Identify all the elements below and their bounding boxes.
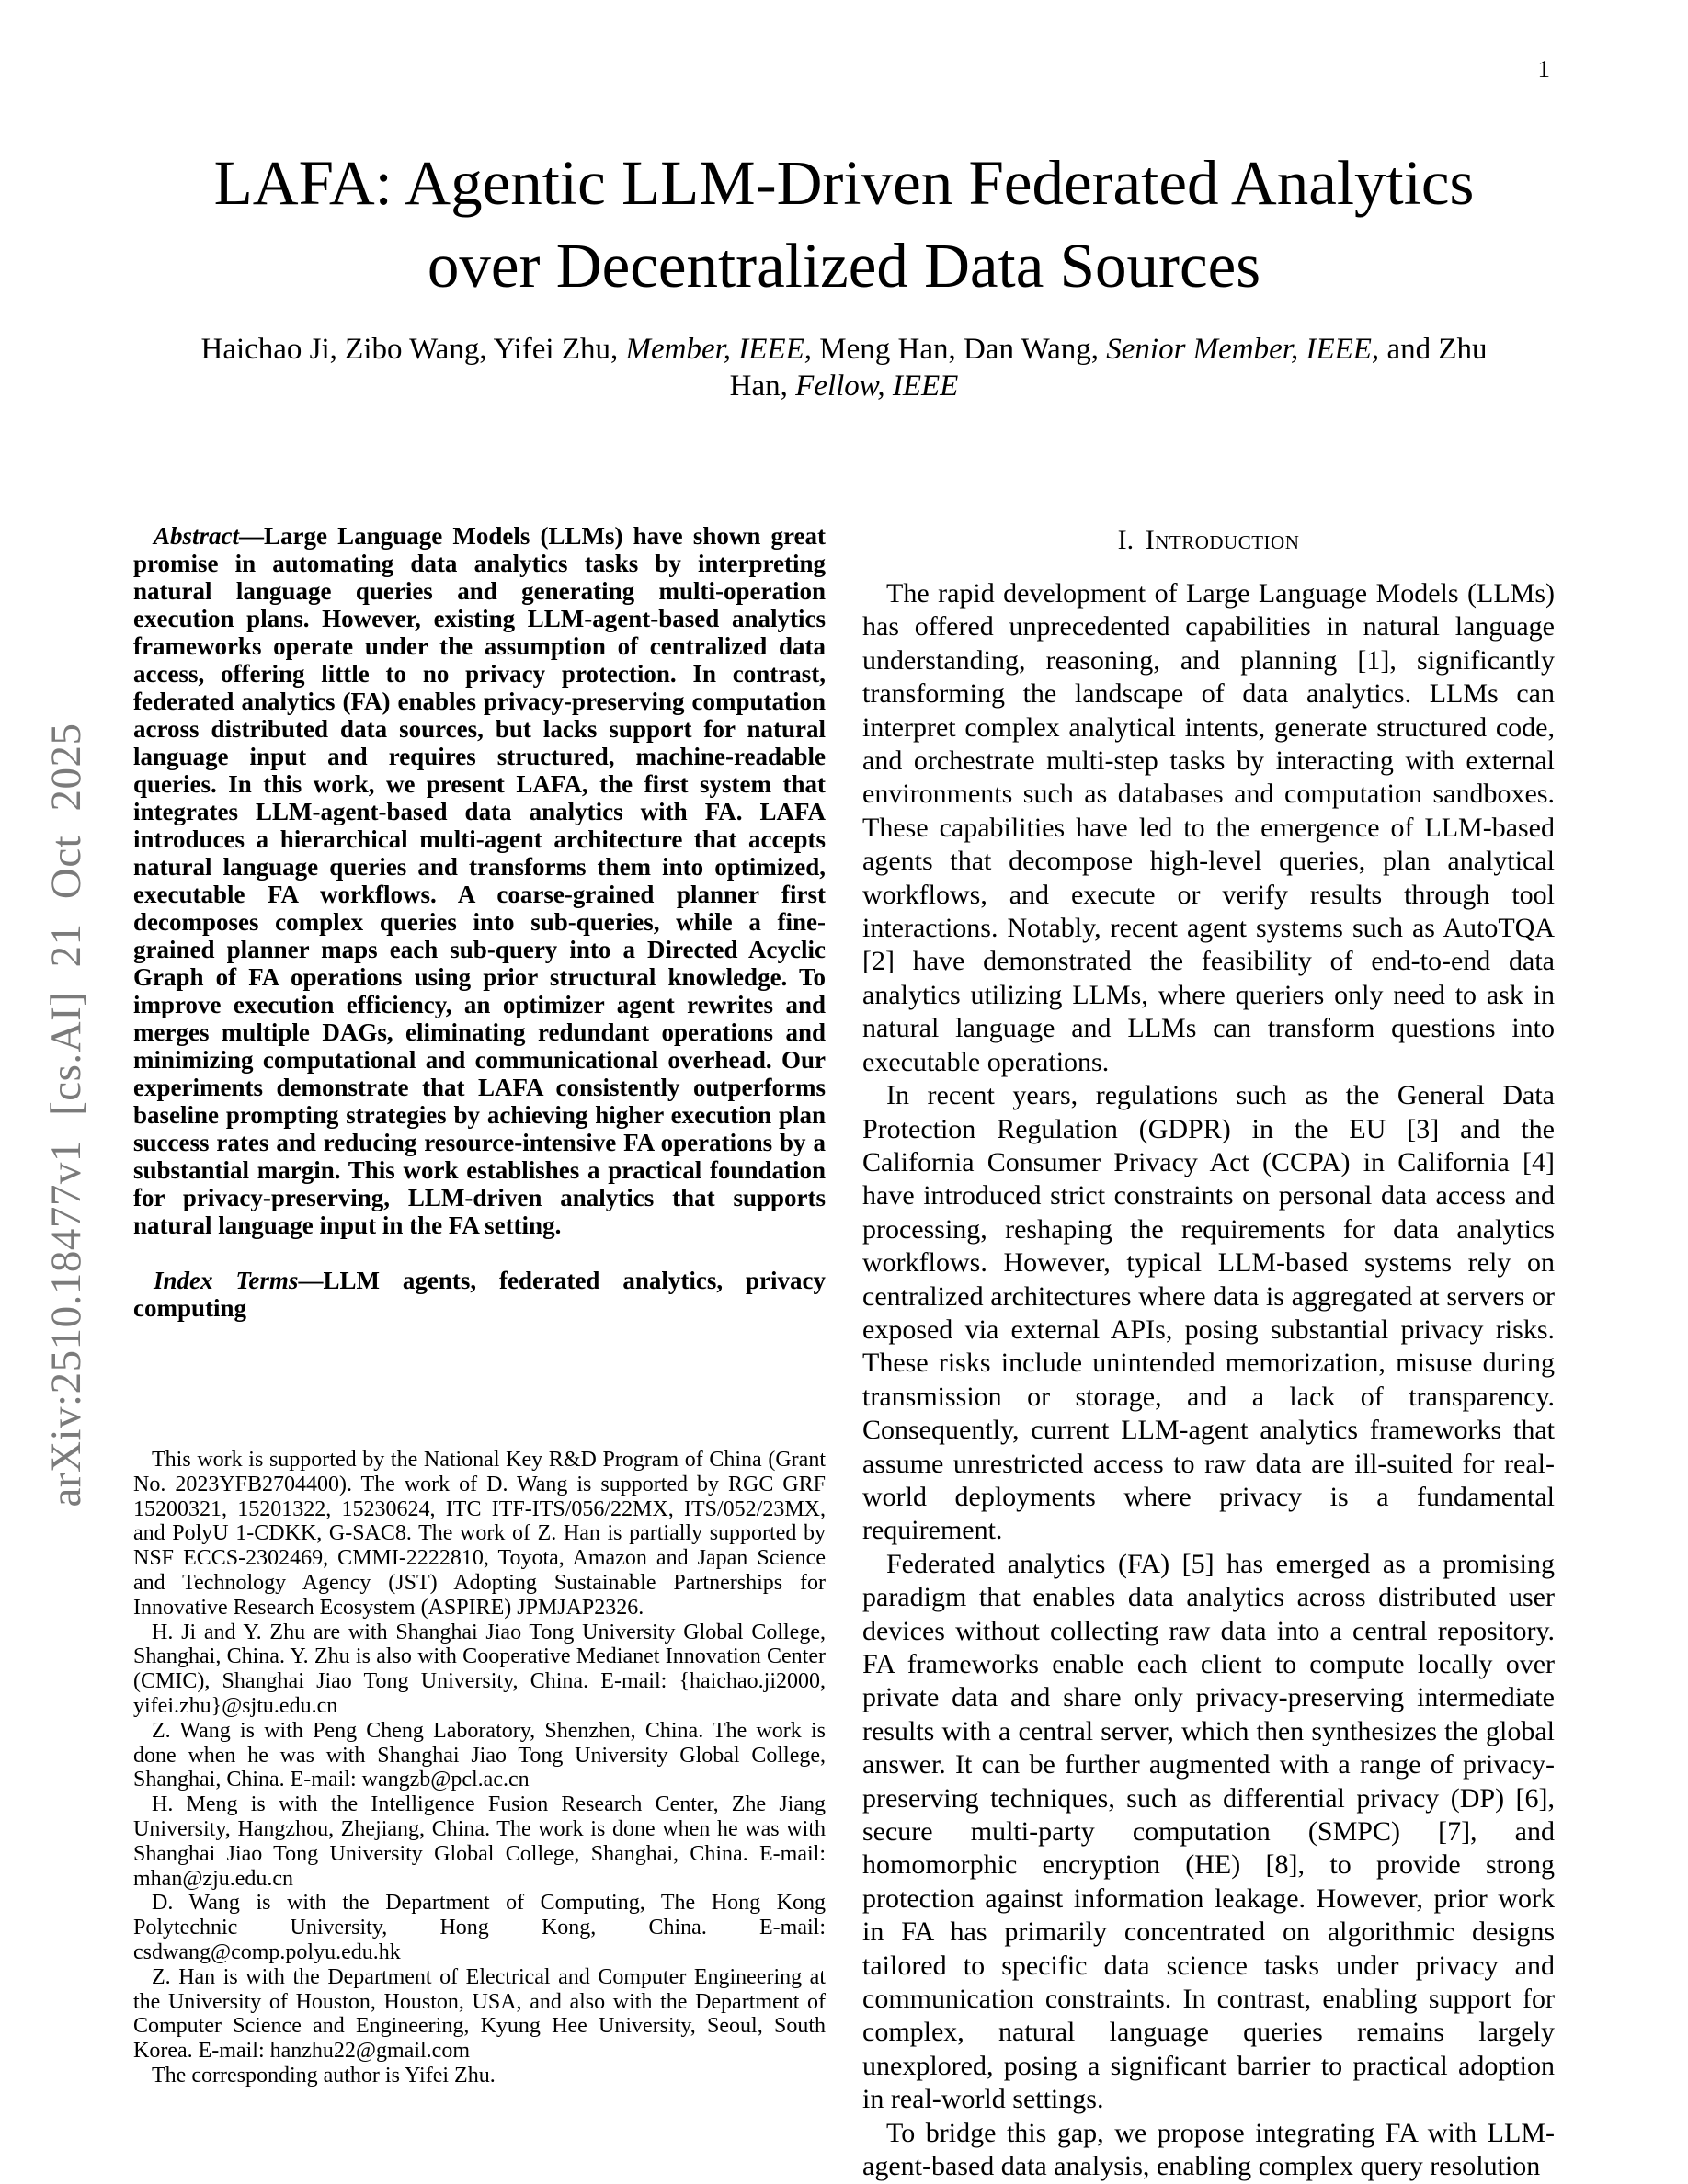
author-names-2: Meng Han, Dan Wang,: [812, 333, 1107, 366]
footnotes-section: [133, 1448, 826, 2088]
ieee-membership-3: Fellow, IEEE: [795, 370, 959, 403]
paper-title-line-2: over Decentralized Data Sources: [427, 231, 1261, 301]
footnote-affiliation-wang-z: Z. Wang is with Peng Cheng Laboratory, Shenzhen, China. The work is done when he was with Shanghai Jiao Tong University Global College, Shanghai, China. E-mail: wangzb@pcl.ac.cn: [133, 1718, 826, 1792]
author-line: [133, 331, 1555, 404]
section-number: I.: [1117, 525, 1135, 555]
abstract-text: —Large Language Models (LLMs) have shown great promise in automating data analytics tasks by interpreting natural language queries and generating multi-operation execution plans. However, existing LLM-agent-based analytics frameworks operate under the assumption of centralized data access, offering little to no privacy protection. In contrast, federated analytics (FA) enables privacy-preserving computation across distributed data sources, but lacks support for natural language input and requires structured, machine-readable queries. In this work, we present LAFA, the first system that integrates LLM-agent-based data analytics with FA. LAFA introduces a hierarchical multi-agent architecture that accepts natural language queries and transforms them into optimized, executable FA workflows. A coarse-grained planner first decomposes complex queries into sub-queries, while a fine-grained planner maps each sub-query into a Directed Acyclic Graph of FA operations using prior structural knowledge. To improve execution efficiency, an optimizer agent rewrites and merges multiple DAGs, eliminating redundant operations and minimizing computational and communicational overhead. Our experiments demonstrate that LAFA consistently outperforms baseline prompting strategies by achieving higher execution plan success rates and reducing resource-intensive FA operations by a substantial margin. This work establishes a practical foundation for privacy-preserving, LLM-driven analytics that supports natural language input in the FA setting.: [133, 522, 826, 1239]
abstract-label: Abstract: [154, 522, 240, 550]
section-title: Introduction: [1145, 525, 1300, 555]
intro-paragraph-3: Federated analytics (FA) [5] has emerged as a promising paradigm that enables data analytics across distributed user devices without collecting raw data into a central repository. FA frameworks enable each client to compute locally over private data and share only privacy-preserving intermediate results with a central server, which then synthesizes the global answer. It can be further augmented with a range of privacy-preserving techniques, such as differential privacy (DP) [6], secure multi-party computation (SMPC) [7], and homomorphic encryption (HE) [8], to provide strong protection against information leakage. However, prior work in FA has primarily concentrated on algorithmic designs tailored to specific data science tasks under privacy and communication constraints. In contrast, enabling support for complex, natural language queries remains largely unexplored, posing a significant barrier to practical adoption in real-world settings.: [862, 1548, 1555, 2115]
author-names-1: Haichao Ji, Zibo Wang, Yifei Zhu,: [200, 333, 626, 366]
ieee-membership-1: Member, IEEE,: [625, 333, 812, 366]
section-heading-introduction: [862, 524, 1555, 557]
intro-paragraph-4: To bridge this gap, we propose integrating FA with LLM-agent-based data analysis, enabling complex query resolution: [862, 2117, 1555, 2182]
intro-paragraph-2: In recent years, regulations such as the General Data Protection Regulation (GDPR) in the EU [3] and the California Consumer Privacy Act (CCPA) in California [4] have introduced strict constraints on personal data access and processing, reshaping the requirements for data analytics workflows. However, typical LLM-based systems rely on centralized architectures where data is aggregated at servers or exposed via external APIs, posing substantial privacy risks. These risks include unintended memorization, misuse during transmission or storage, and a lack of transparency. Consequently, current LLM-agent analytics frameworks that assume unrestricted access to raw data are ill-suited for real-world deployments where privacy is a fundamental requirement.: [862, 1080, 1555, 1546]
left-column: [133, 522, 826, 2184]
index-terms-text: —LLM agents, federated analytics, privacy computing: [133, 1267, 826, 1322]
author-names-3: and Zhu: [1379, 333, 1488, 366]
intro-paragraph-1: The rapid development of Large Language Models (LLMs) has offered unprecedented capabilities in natural language understanding, reasoning, and planning [1], significantly transforming the landscape of data analytics. LLMs can interpret complex analytical intents, generate structured code, and orchestrate multi-step tasks by interacting with external environments such as databases and computation sandboxes. These capabilities have led to the emergence of LLM-based agents that decompose high-level queries, plan analytical workflows, and execute or verify results through tool interactions. Notably, recent agent systems such as AutoTQA [2] have demonstrated the feasibility of end-to-end data analytics utilizing LLMs, where queriers only need to ask in natural language and LLMs can transform questions into executable operations.: [862, 578, 1555, 1077]
paper-title-line-1: LAFA: Agentic LLM-Driven Federated Analytics: [213, 148, 1475, 218]
index-terms-section: [133, 1267, 826, 1322]
author-line-1: [133, 331, 1555, 368]
page-content: [133, 0, 1555, 2184]
page-number: 1: [1537, 55, 1550, 83]
footnote-corresponding-author: The corresponding author is Yifei Zhu.: [152, 2063, 496, 2087]
footnote-funding: This work is supported by the National Key R&D Program of China (Grant No. 2023YFB2704400). The work of D. Wang is supported by RGC GRF 15200321, 15201322, 15230624, ITC ITF-ITS/056/22MX, ITS/052/23MX, and PolyU 1-CDKK, G-SAC8. The work of Z. Han is partially supported by NSF ECCS-2302469, CMMI-2222810, Toyota, Amazon and Japan Science and Technology Agency (JST) Adopting Sustainable Partnerships for Innovative Research Ecosystem (ASPIRE) JPMJAP2326.: [133, 1448, 826, 1620]
footnote-affiliation-meng: H. Meng is with the Intelligence Fusion Research Center, Zhe Jiang University, Hangzhou, Zhejiang, China. The work is done when he was with Shanghai Jiao Tong University Global College, Shanghai, China. E-mail: mhan@zju.edu.cn: [133, 1792, 826, 1891]
index-terms-label: Index Terms: [154, 1267, 299, 1294]
two-column-body: [133, 522, 1555, 2184]
abstract-section: [133, 522, 826, 1239]
footnote-affiliation-ji-zhu: H. Ji and Y. Zhu are with Shanghai Jiao Tong University Global College, Shanghai, China. Y. Zhu is also with Cooperative Medianet Innovation Center (CMIC), Shanghai Jiao Tong University, China. E-mail: {haichao.ji2000, yifei.zhu}@sjtu.edu.cn: [133, 1620, 826, 1718]
footnote-affiliation-wang-d: D. Wang is with the Department of Computing, The Hong Kong Polytechnic University, Hong Kong, China. E-mail: csdwang@comp.polyu.edu.hk: [133, 1891, 826, 1964]
arxiv-watermark: arXiv:2510.18477v1 [cs.AI] 21 Oct 2025: [42, 722, 90, 1507]
right-column: [862, 522, 1555, 2184]
ieee-membership-2: Senior Member, IEEE,: [1106, 333, 1380, 366]
footnote-affiliation-han: Z. Han is with the Department of Electrical and Computer Engineering at the University of Houston, Houston, USA, and also with the Department of Computer Science and Engineering, Kyung Hee University, Seoul, South Korea. E-mail: hanzhu22@gmail.com: [133, 1964, 826, 2064]
author-names-4: Han,: [729, 370, 796, 403]
author-line-2: [133, 368, 1555, 404]
paper-title: [133, 142, 1555, 307]
